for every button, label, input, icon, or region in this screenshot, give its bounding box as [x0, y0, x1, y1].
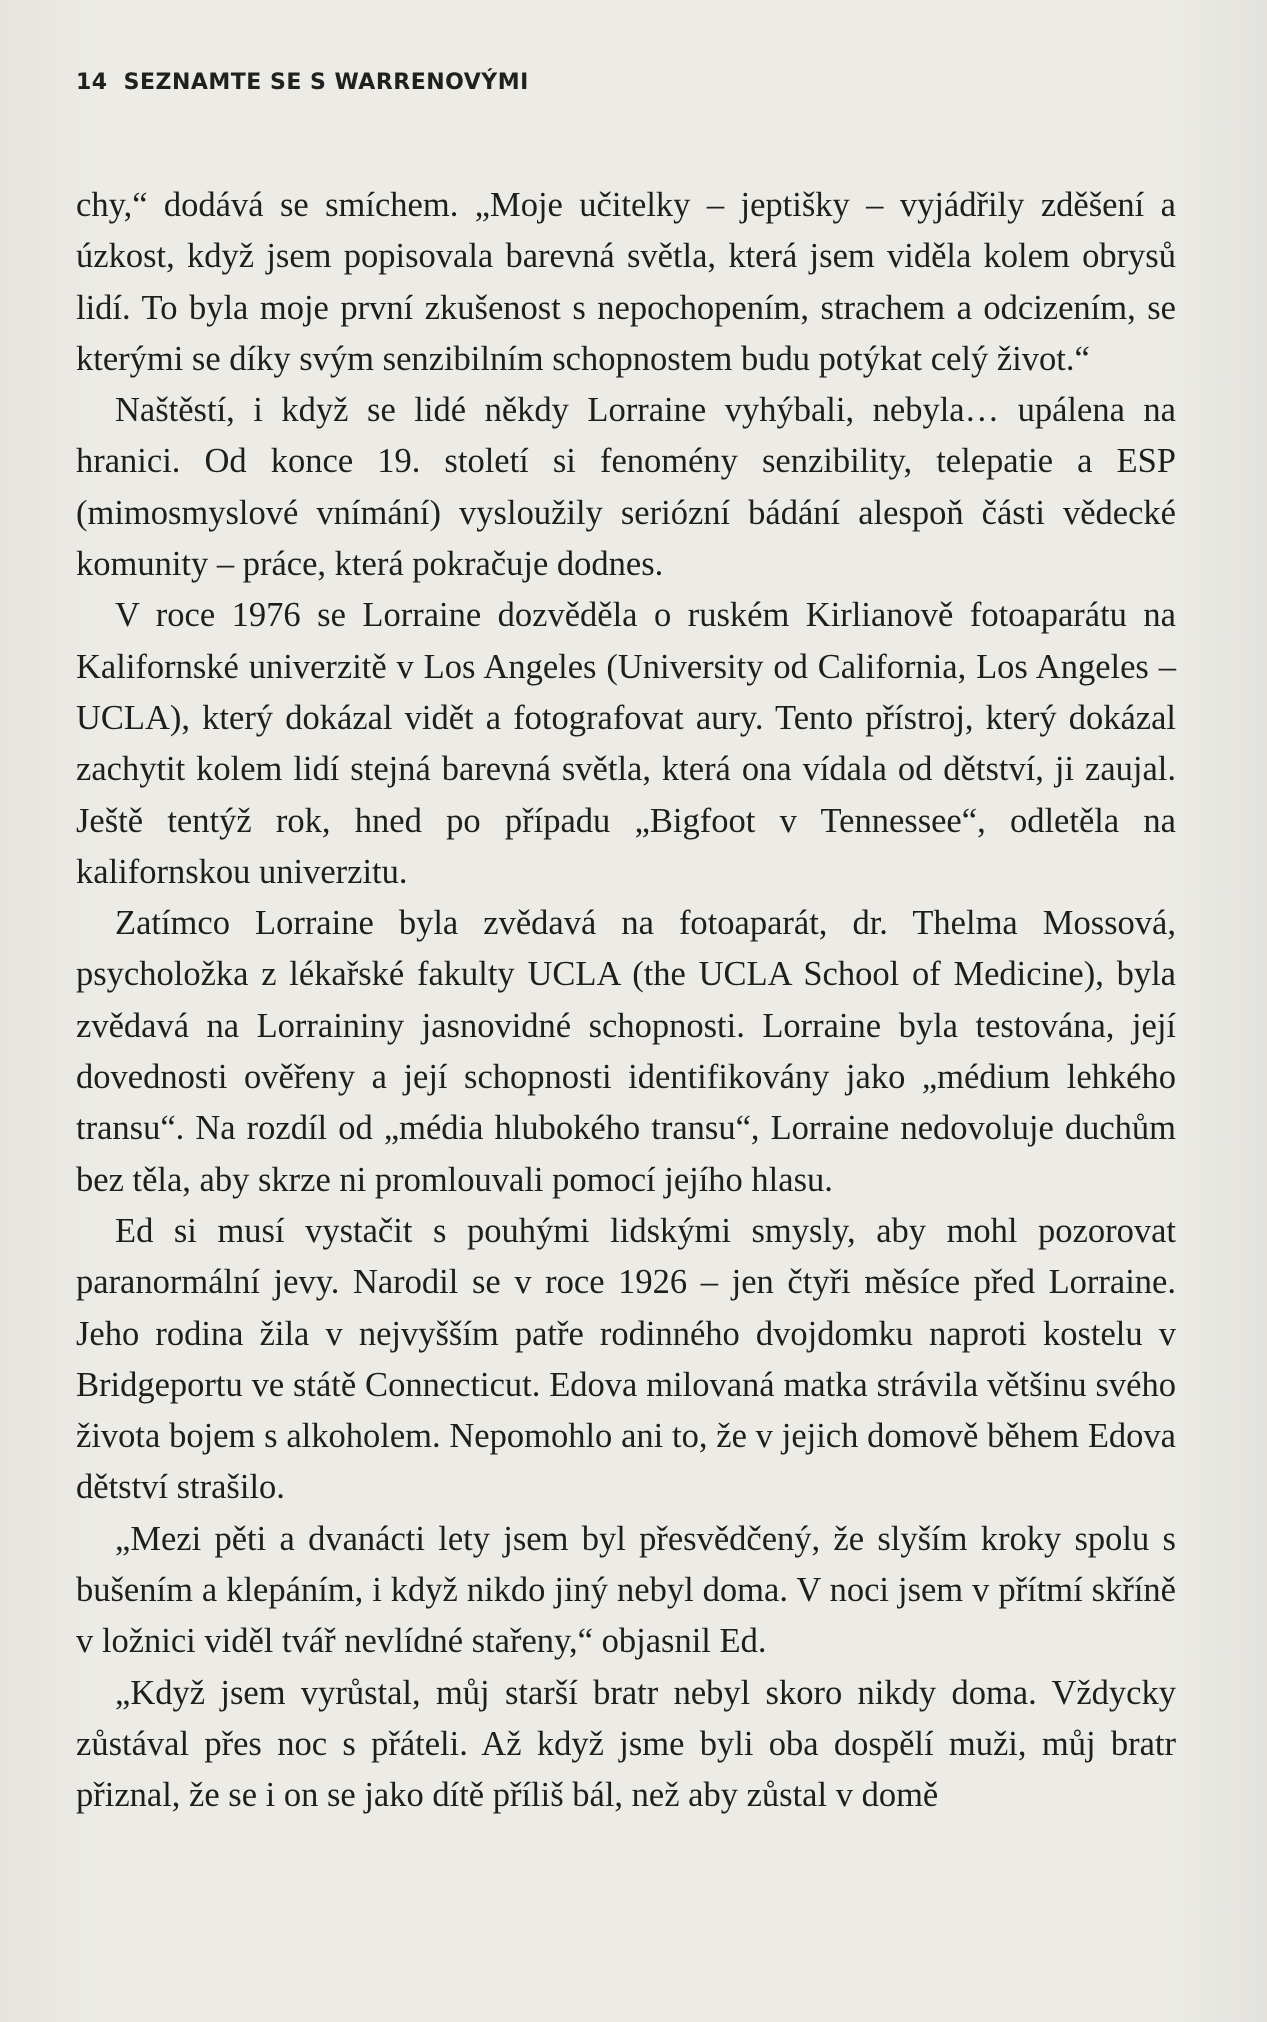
paragraph-6: „Mezi pěti a dvanácti lety jsem byl přesvědčený, že slyším kroky spolu s bušením a klepáním, i když nikdo jiný nebyl doma. V noci jsem v přítmí skříně v ložnici viděl tvář nevlídné stařeny,“ objasnil Ed. [76, 1519, 1176, 1661]
paragraph-1: chy,“ dodává se smíchem. „Moje učitelky – jeptišky – vyjádřily zděšení a úzkost, když jsem popisovala barevná světla, která jsem viděla kolem obrysů lidí. To byla moje první zkušenost s nepochopením, strachem a odcizením, se kterými se díky svým senzibilním schopnostem budu potýkat celý život.“ [76, 186, 1176, 378]
running-head [76, 70, 529, 95]
paragraph-7: „Když jsem vyrůstal, můj starší bratr nebyl skoro nikdy doma. Vždycky zůstával přes noc s přáteli. Až když jsme byli oba dospělí muži, můj bratr přiznal, že se i on se jako dítě příliš bál, než aby zůstal v domě [76, 1673, 1176, 1815]
paragraph-4: Zatímco Lorraine byla zvědavá na fotoaparát, dr. Thelma Mossová, psycholožka z lékařské fakulty UCLA (the UCLA School of Medicine), byla zvědavá na Lorraininy jasnovidné schopnosti. Lorraine byla testována, její dovednosti ověřeny a její schopnosti identifikovány jako „médium lehkého transu“. Na rozdíl od „média hlubokého transu“, Lorraine nedovoluje duchům bez těla, aby skrze ni promlouvali pomocí jejího hlasu. [76, 904, 1176, 1199]
paragraph-3: V roce 1976 se Lorraine dozvěděla o ruském Kirlianově fotoaparátu na Kalifornské univerzitě v Los Angeles (University od California, Los Angeles – UCLA), který dokázal vidět a fotografovat aury. Tento přístroj, který dokázal zachytit kolem lidí stejná barevná světla, která ona vídala od dětství, ji zaujal. Ještě tentýž rok, hned po případu „Bigfoot v Tennessee“, odletěla na kalifornskou univerzitu. [76, 596, 1176, 891]
body-text [76, 180, 1176, 1822]
paragraph-2: Naštěstí, i když se lidé někdy Lorraine vyhýbali, nebyla… upálena na hranici. Od konce 19. století si fenomény senzibility, telepatie a ESP (mimosmyslové vnímání) vysloužily seriózní bádání alespoň části vědecké komunity – práce, která pokračuje dodnes. [76, 391, 1176, 584]
chapter-title: SEZNAMTE SE S WARRENOVÝMI [123, 70, 529, 95]
paragraph-5: Ed si musí vystačit s pouhými lidskými smysly, aby mohl pozorovat paranormální jevy. Narodil se v roce 1926 – jen čtyři měsíce před Lorraine. Jeho rodina žila v nejvyšším patře rodinného dvojdomku naproti kostelu v Bridgeportu ve státě Connecticut. Edova milovaná matka strávila většinu svého života bojem s alkoholem. Nepomohlo ani to, že v jejich domově během Edova dětství strašilo. [76, 1211, 1176, 1507]
page-number: 14 [76, 70, 108, 95]
